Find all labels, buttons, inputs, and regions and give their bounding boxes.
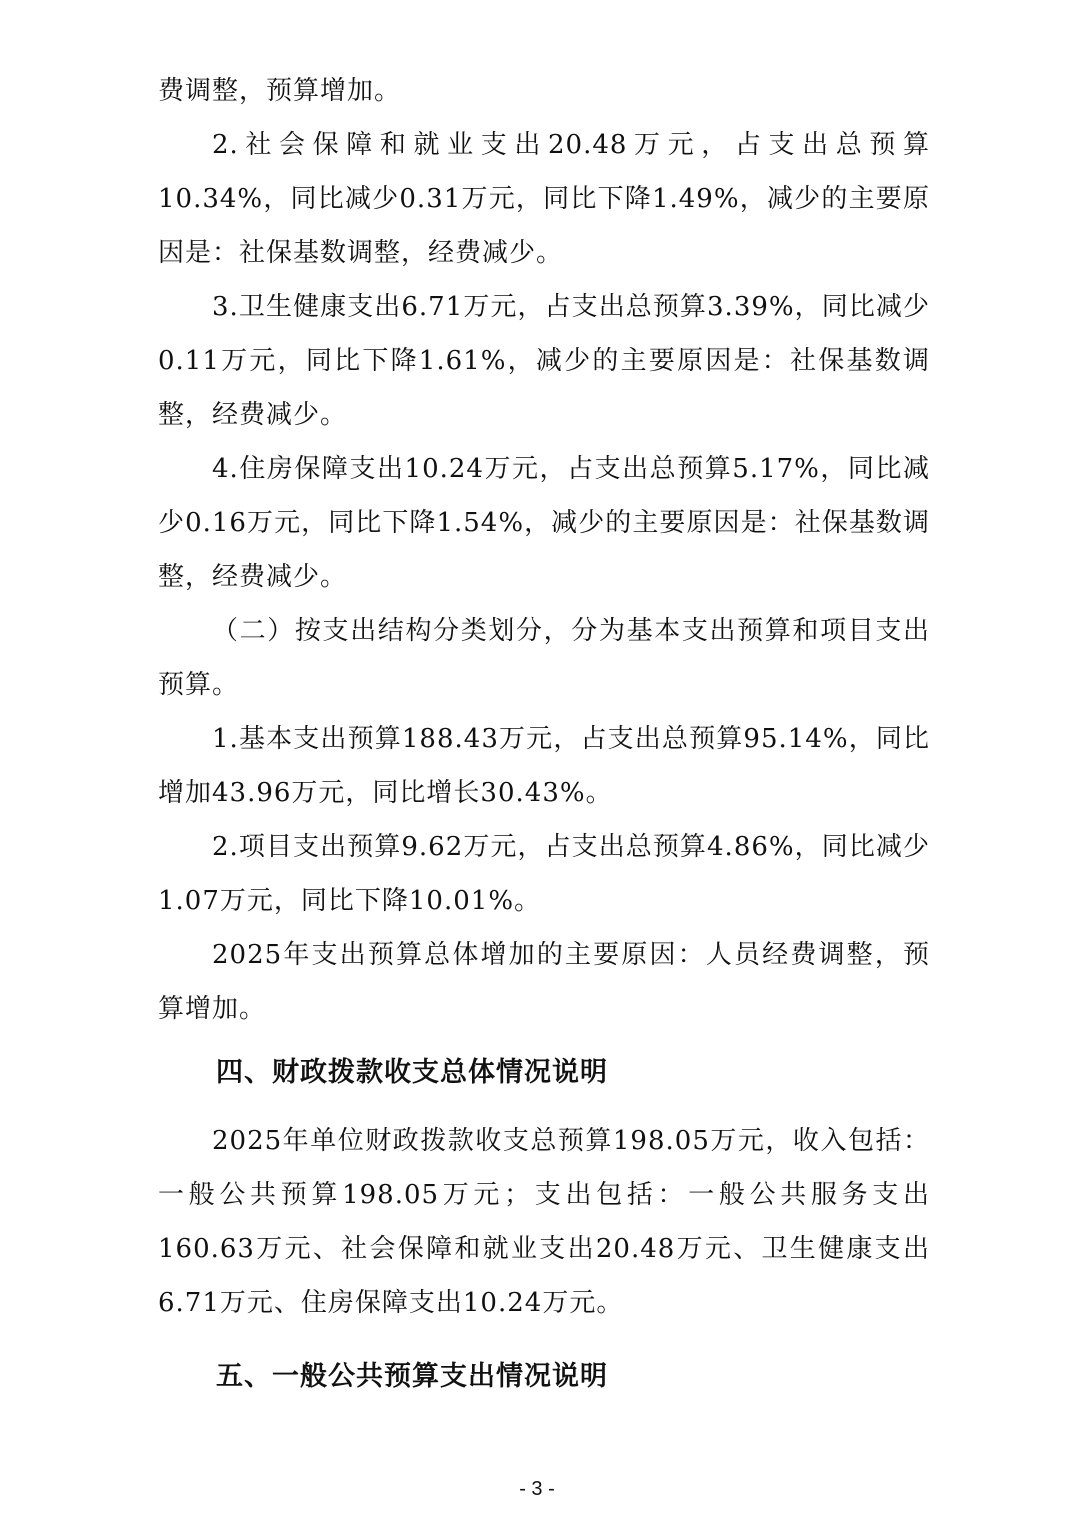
paragraph-housing: 4.住房保障支出10.24万元，占支出总预算5.17%，同比减少0.16万元，同比下降1.54%，减少的主要原因是：社保基数调整，经费减少。 [158,454,930,592]
document-body [158,64,930,1404]
paragraph-health: 3.卫生健康支出6.71万元，占支出总预算3.39%，同比减少0.11万元，同比下降1.61%，减少的主要原因是：社保基数调整，经费减少。 [158,292,930,430]
section-heading-fiscal-overview: 四、财政拨款收支总体情况说明 [216,1057,608,1088]
paragraph-basic-expenditure: 1.基本支出预算188.43万元，占支出总预算95.14%，同比增加43.96万元，同比增长30.43%。 [158,724,930,808]
paragraph-fiscal-overview: 2025年单位财政拨款收支总预算198.05万元，收入包括：一般公共预算198.05万元；支出包括：一般公共服务支出160.63万元、社会保障和就业支出20.48万元、卫生健康支出6.71万元、住房保障支出10.24万元。 [158,1126,930,1318]
paragraph-project-expenditure: 2.项目支出预算9.62万元，占支出总预算4.86%，同比减少1.07万元，同比下降10.01%。 [158,832,930,916]
paragraph-continuation: 费调整，预算增加。 [158,76,402,106]
paragraph-overall-reason: 2025年支出预算总体增加的主要原因：人员经费调整，预算增加。 [158,940,930,1024]
paragraph-social-security: 2.社会保障和就业支出20.48万元，占支出总预算10.34%，同比减少0.31万元，同比下降1.49%，减少的主要原因是：社保基数调整，经费减少。 [158,130,930,268]
page-number: - 3 - [519,1478,555,1500]
section-heading-general-budget: 五、一般公共预算支出情况说明 [216,1361,608,1392]
paragraph-structure-classification: （二）按支出结构分类划分，分为基本支出预算和项目支出预算。 [158,616,930,700]
